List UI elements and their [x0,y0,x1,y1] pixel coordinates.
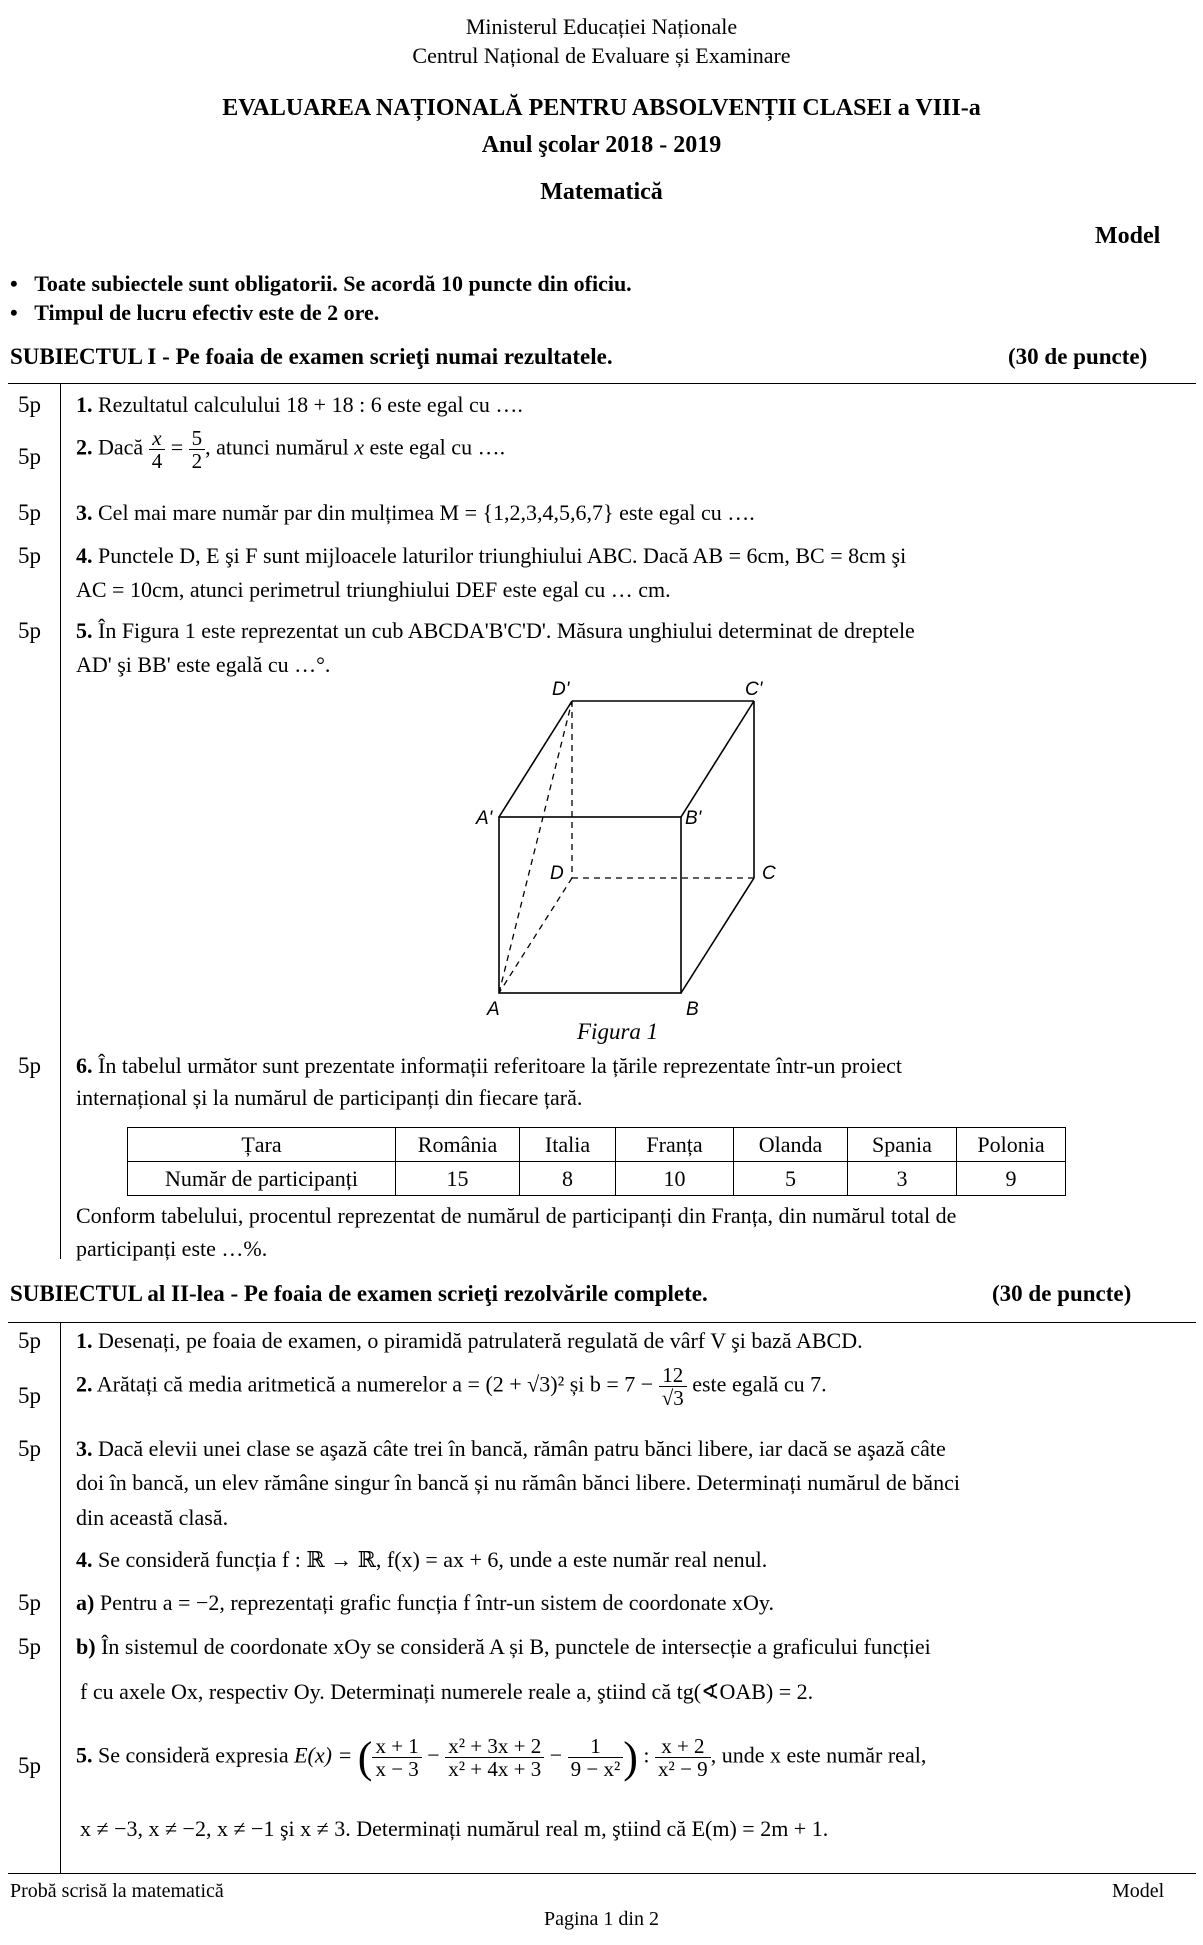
table-cell: Număr de participanți [128,1162,396,1196]
s2-q5-divide: : [643,1742,650,1768]
q1-text-end: este egal cu …. [381,392,523,417]
q2-text-end: este egal cu …. [363,434,506,460]
section-1-margin-line [60,383,61,1259]
s2-q2-fraction: $\frac{12}{√3}$ [659,1364,687,1409]
ministry-line: Ministerul Educației Naționale [465,14,738,39]
s1-question-2 [76,427,505,472]
q2-number: 2. [76,434,93,460]
table-cell: 10 [616,1162,734,1196]
q5-number: 5. [76,618,93,643]
s2-q1-text: Desenați, pe foaia de examen, o piramidă patrulateră regulată de vârf V şi bază ABCD. [98,1328,863,1353]
s2-q4-number: 4. [76,1547,93,1572]
q3-number: 3. [76,500,93,525]
s2-q4-text: Se consideră funcția f : ℝ → ℝ, f(x) = ax + 6, unde a este număr real nenul. [98,1547,768,1572]
table-cell: 9 [957,1162,1066,1196]
q3-text: Cel mai mare număr par din mulțimea [98,500,440,525]
s2-q2-text-end: este egală cu 7. [686,1371,827,1397]
s2-q5-fraction-3: $\frac{1}{\text{9 − x²}}$ [568,1735,624,1780]
section-2-divider [8,1322,1196,1323]
q2-fraction-2: $\frac{5}{2}$ [189,427,206,472]
table-cell: 15 [396,1162,520,1196]
points-q3: 5p [18,500,41,525]
s2-q4a-label: a) [76,1590,95,1615]
rule-text-1: Toate subiectele sunt obligatorii. Se acordă 10 puncte din oficiu. [34,271,632,296]
points-s2-q2: 5p [18,1383,41,1408]
s2-q5-text: Se consideră expresia [98,1742,295,1768]
s2-q5-number: 5. [76,1742,93,1768]
q2-text-mid: , atunci numărul [205,434,355,460]
q3-set: M = {1,2,3,4,5,6,7} [439,500,614,525]
s2-q5-minus-1: − [427,1742,440,1768]
rule-bullet-2: • Timpul de lucru efectiv este de 2 ore. [10,300,380,325]
table-cell: 3 [848,1162,957,1196]
points-q5: 5p [18,618,41,643]
points-s2-q3: 5p [18,1436,41,1461]
points-s2-q5: 5p [18,1753,41,1778]
s2-q5-fraction-2: $\frac{\text{x² + 3x + 2}}{\text{x² + 4x + 3}}$ [445,1735,544,1780]
section-1-divider [8,383,1196,384]
s2-question-5 [76,1732,926,1783]
s1-question-4 [76,543,906,569]
s2-q5-paren-open: ( [357,1733,373,1782]
s2-question-1 [76,1328,863,1354]
s2-q5-minus-2: − [549,1742,563,1768]
table-cell: Spania [848,1128,957,1162]
q2-variable: x [354,434,364,460]
q6-line-4: participanți este …%. [76,1236,268,1261]
s2-q3-line-3: din această clasă. [76,1505,229,1530]
table-cell: Polonia [957,1128,1066,1162]
label-cp: C' [745,680,763,700]
q2-equals: = [170,434,184,460]
s2-question-4b [76,1634,931,1660]
table-cell: România [396,1128,520,1162]
label-ap: A' [476,808,493,829]
model-label: Model [1095,223,1161,249]
s2-question-4a [76,1590,774,1616]
page-number: Pagina 1 din 2 [544,1908,659,1930]
footer-divider [8,1873,1196,1874]
s2-q3-line-2: doi în bancă, un elev rămâne singur în bancă și nu rămân bănci libere. Determinați numărul de bănci [76,1470,960,1495]
s2-question-3 [76,1436,946,1462]
s2-q2-number: 2. [76,1371,93,1397]
label-c: C [762,863,776,884]
s1-question-5 [76,618,915,644]
section-1-points: (30 de puncte) [1008,344,1148,369]
s2-q5-fraction-4: $\frac{x + 2}{\text{x² − 9}}$ [655,1735,711,1780]
rule-bullet-1: • Toate subiectele sunt obligatorii. Se acordă 10 puncte din oficiu. [10,271,632,296]
q6-line-3: Conform tabelului, procentul reprezentat de numărul de participanți din Franța, din numărul total de [76,1203,957,1228]
s2-q4b-label: b) [76,1634,96,1659]
q2-text: Dacă [98,434,149,460]
q6-line-2: internațional și la numărul de participanți din fiecare țară. [76,1085,583,1110]
figure-caption: Figura 1 [577,1019,659,1044]
cube-figure [470,680,800,1020]
points-s2-q4a: 5p [18,1590,41,1615]
front-face [499,817,681,993]
table-cell: Italia [520,1128,616,1162]
q1-number: 1. [76,392,93,417]
diagonal-a-dp [499,701,572,993]
s2-q5-line-2: x ≠ −3, x ≠ −2, x ≠ −1 şi x ≠ 3. Determinați numărul real m, ştiind că E(m) = 2m + 1. [80,1816,829,1841]
hidden-edge-d-a [499,878,572,993]
s2-q2-expr-a: a = (2 + √3)² [452,1371,565,1397]
s2-q5-fraction-1: $\frac{x + 1}{x - 3}$ [372,1735,421,1780]
s2-q2-mid: și [564,1371,590,1397]
rule-text-2: Timpul de lucru efectiv este de 2 ore. [34,300,380,325]
q6-number: 6. [76,1053,93,1078]
q2-fraction-1: $\frac{x}{4}$ [149,427,166,472]
q4-number: 4. [76,543,93,568]
section-2-title: SUBIECTUL al II-lea - Pe foaia de examen scrieţi rezolvările complete. [10,1281,708,1306]
s2-q5-paren-close: ) [623,1733,638,1782]
s1-question-1 [76,392,523,418]
exam-title: EVALUAREA NAȚIONALĂ PENTRU ABSOLVENȚII CLASEI a VIII-a [222,95,981,121]
table-header-row [128,1128,1066,1162]
school-year: Anul şcolar 2018 - 2019 [481,132,722,158]
s2-q4b-line-1: În sistemul de coordonate xOy se consideră A și B, punctele de intersecție a graficului funcției [101,1634,931,1659]
q6-line-1: În tabelul următor sunt prezentate informații referitoare la țările reprezentate într-un proiect [98,1053,902,1078]
points-q6: 5p [18,1053,41,1078]
s2-question-4 [76,1547,767,1573]
q1-expression: 18 + 18 : 6 [286,392,382,417]
s2-q3-number: 3. [76,1436,93,1461]
label-bp: B' [685,808,702,829]
section-2-margin-line [60,1322,61,1874]
table-row [128,1162,1066,1196]
subject-title: Matematică [540,179,663,205]
footer-right: Model [1112,1880,1165,1902]
s2-q5-lhs: E(x) = [294,1742,353,1768]
table-cell: Franța [616,1128,734,1162]
center-line: Centrul Național de Evaluare și Examinare [412,43,791,68]
q5-line-2: AD' şi BB' este egală cu …°. [76,652,331,677]
s1-question-6 [76,1053,902,1079]
table-cell: Țara [128,1128,396,1162]
s2-q1-number: 1. [76,1328,93,1353]
points-s2-q1: 5p [18,1328,41,1353]
section-1-title: SUBIECTUL I - Pe foaia de examen scrieţi numai rezultatele. [10,344,613,369]
points-q4: 5p [18,543,41,568]
edge-dp-ap [499,701,572,817]
s2-q4b-line-2: f cu axele Ox, respectiv Oy. Determinați numerele reale a, ştiind că tg(∢OAB) = 2. [80,1679,814,1704]
label-a: A [487,999,500,1020]
q3-text-end: este egal cu …. [613,500,755,525]
points-s2-q4b: 5p [18,1634,41,1659]
points-q2: 5p [18,444,41,469]
points-q1: 5p [18,392,41,417]
s2-q4a-text: Pentru a = −2, reprezentați grafic funcția f într-un sistem de coordonate xOy. [99,1590,774,1615]
edge-cp-bp [681,701,754,817]
s2-q3-line-1: Dacă elevii unei clase se aşază câte trei în bancă, rămân patru bănci libere, iar dacă se aşază câte [98,1436,946,1461]
edge-b-c [681,878,754,993]
table-cell: 8 [520,1162,616,1196]
table-cell: 5 [734,1162,848,1196]
s2-q2-expr-b: b = 7 − [589,1371,654,1397]
label-dp: D' [552,680,570,700]
label-b: B [686,999,699,1020]
q4-line-1: Punctele D, E şi F sunt mijloacele laturilor triunghiului ABC. Dacă AB = 6cm, BC = 8cm şi [98,543,907,568]
q1-text: Rezultatul calculului [98,392,287,417]
footer-left: Probă scrisă la matematică [10,1880,224,1902]
label-d: D [550,863,564,884]
s2-q2-text: Arătați că media aritmetică a numerelor [96,1371,453,1397]
table-cell: Olanda [734,1128,848,1162]
participants-table [127,1127,1066,1196]
s1-question-3 [76,500,755,526]
q5-line-1: În Figura 1 este reprezentat un cub ABCDA'B'C'D'. Măsura unghiului determinat de dreptele [98,618,915,643]
section-2-points: (30 de puncte) [992,1281,1132,1306]
s2-q5-text-end: , unde x este număr real, [710,1742,927,1768]
s2-question-2 [76,1364,827,1409]
q4-line-2: AC = 10cm, atunci perimetrul triunghiului DEF este egal cu … cm. [76,577,671,602]
